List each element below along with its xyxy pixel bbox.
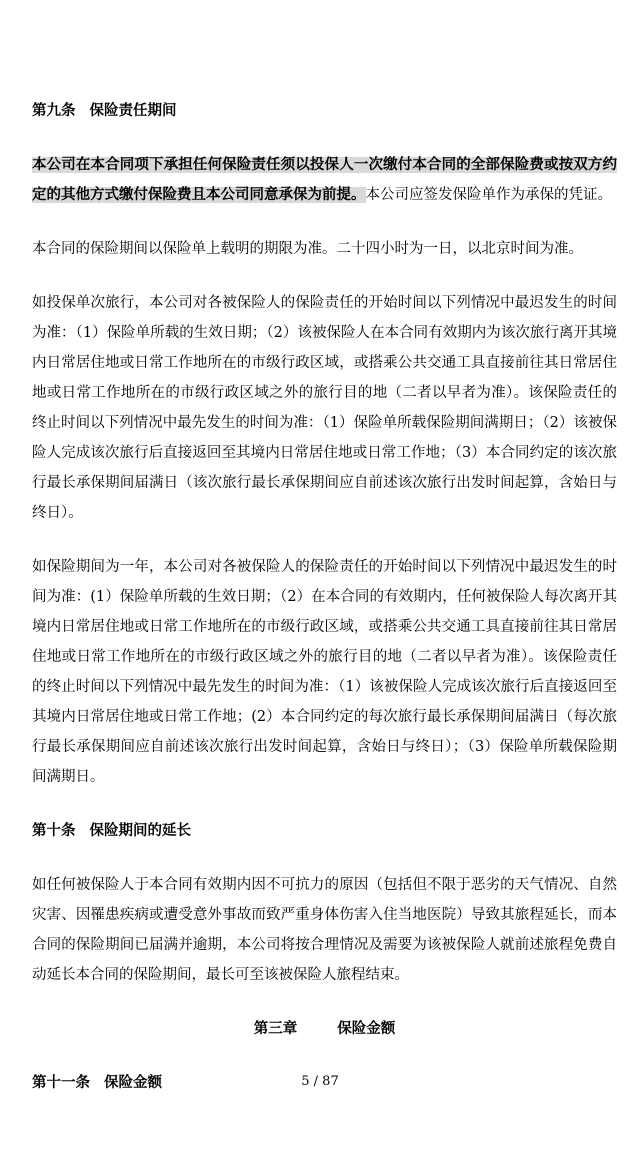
article-10-paragraph-1: 如任何被保险人于本合同有效期内因不可抗力的原因（包括但不限于恶劣的天气情况、自然灾害、因罹患疾病或遭受意外事故而致严重身体伤害入住当地医院）导致其旅程延长，而本合同的保险期间已届满并逾期，本公司将按合理情况及需要为该被保险人就前述旅程免费自动延长本合同的保险期间，最长可至该被保险人旅程结束。 bbox=[32, 877, 617, 983]
article-11-title: 保险金额 bbox=[104, 1075, 162, 1091]
article-9-title: 保险责任期间 bbox=[89, 103, 177, 119]
highlighted-text: 本公司在本合同项下承担任何保险责任须以投保人一次缴付本合同的全部保险费或按双方约定的其他方式缴付保险费且本公司同意承保为前提。 bbox=[32, 157, 617, 203]
article-9-paragraph-2: 本合同的保险期间以保险单上载明的期限为准。二十四小时为一日，以北京时间为准。 bbox=[32, 241, 583, 257]
article-10-heading bbox=[32, 816, 617, 846]
article-9-number: 第九条 bbox=[32, 103, 76, 119]
page-number: 5 / 87 bbox=[301, 1074, 339, 1089]
article-10-title: 保险期间的延长 bbox=[89, 823, 191, 839]
article-11-number: 第十一条 bbox=[32, 1075, 90, 1091]
article-9-paragraph-3: 如投保单次旅行，本公司对各被保险人的保险责任的开始时间以下列情况中最迟发生的时间为准：（1）保险单所载的生效日期；（2）该被保险人在本合同有效期内为该次旅行离开其境内日常居住地或日常工作地所在的市级行政区域，或搭乘公共交通工具直接前往其日常居住地或日常工作地所在的市级行政区域之外的旅行目的地（二者以早者为准）。该保险责任的终止时间以下列情况中最先发生的时间为准：（1）保险单所载保险期间满期日；（2）该被保险人完成该次旅行后直接返回至其境内日常居住地或日常工作地；（3）本合同约定的该次旅行最长承保期间届满日（该次旅行最长承保期间应自前述该次旅行出发时间起算，含始日与终日）。 bbox=[32, 295, 617, 521]
article-9-heading bbox=[32, 96, 617, 126]
article-9-paragraph-1 bbox=[32, 150, 617, 210]
chapter-3-title: 保险金额 bbox=[337, 1021, 396, 1037]
chapter-3-heading bbox=[32, 1014, 617, 1044]
article-9-paragraph-1-rest: 本公司应签发保险单作为承保的凭证。 bbox=[365, 187, 612, 203]
article-9-paragraph-4: 如保险期间为一年，本公司对各被保险人的保险责任的开始时间以下列情况中最迟发生的时间为准：(1）保险单所载的生效日期；（2）在本合同的有效期内，任何被保险人每次离开其境内日常居住地或日常工作地所在的市级行政区域，或搭乘公共交通工具直接前往其日常居住地或日常工作地所在的市级行政区域之外的旅行目的地（二者以早者为准）。该保险责任的终止时间以下列情况中最先发生的时间为准：（1）该被保险人完成该次旅行后直接返回至其境内日常居住地或日常工作地；(2）本合同约定的每次旅行最长承保期间届满日（每次旅行最长承保期间应自前述该次旅行出发时间起算，含始日与终日）；（3）保险单所载保险期间满期日。 bbox=[32, 559, 617, 785]
page-content bbox=[32, 96, 617, 1098]
chapter-3-number: 第三章 bbox=[253, 1021, 298, 1037]
article-10-number: 第十条 bbox=[32, 823, 76, 839]
